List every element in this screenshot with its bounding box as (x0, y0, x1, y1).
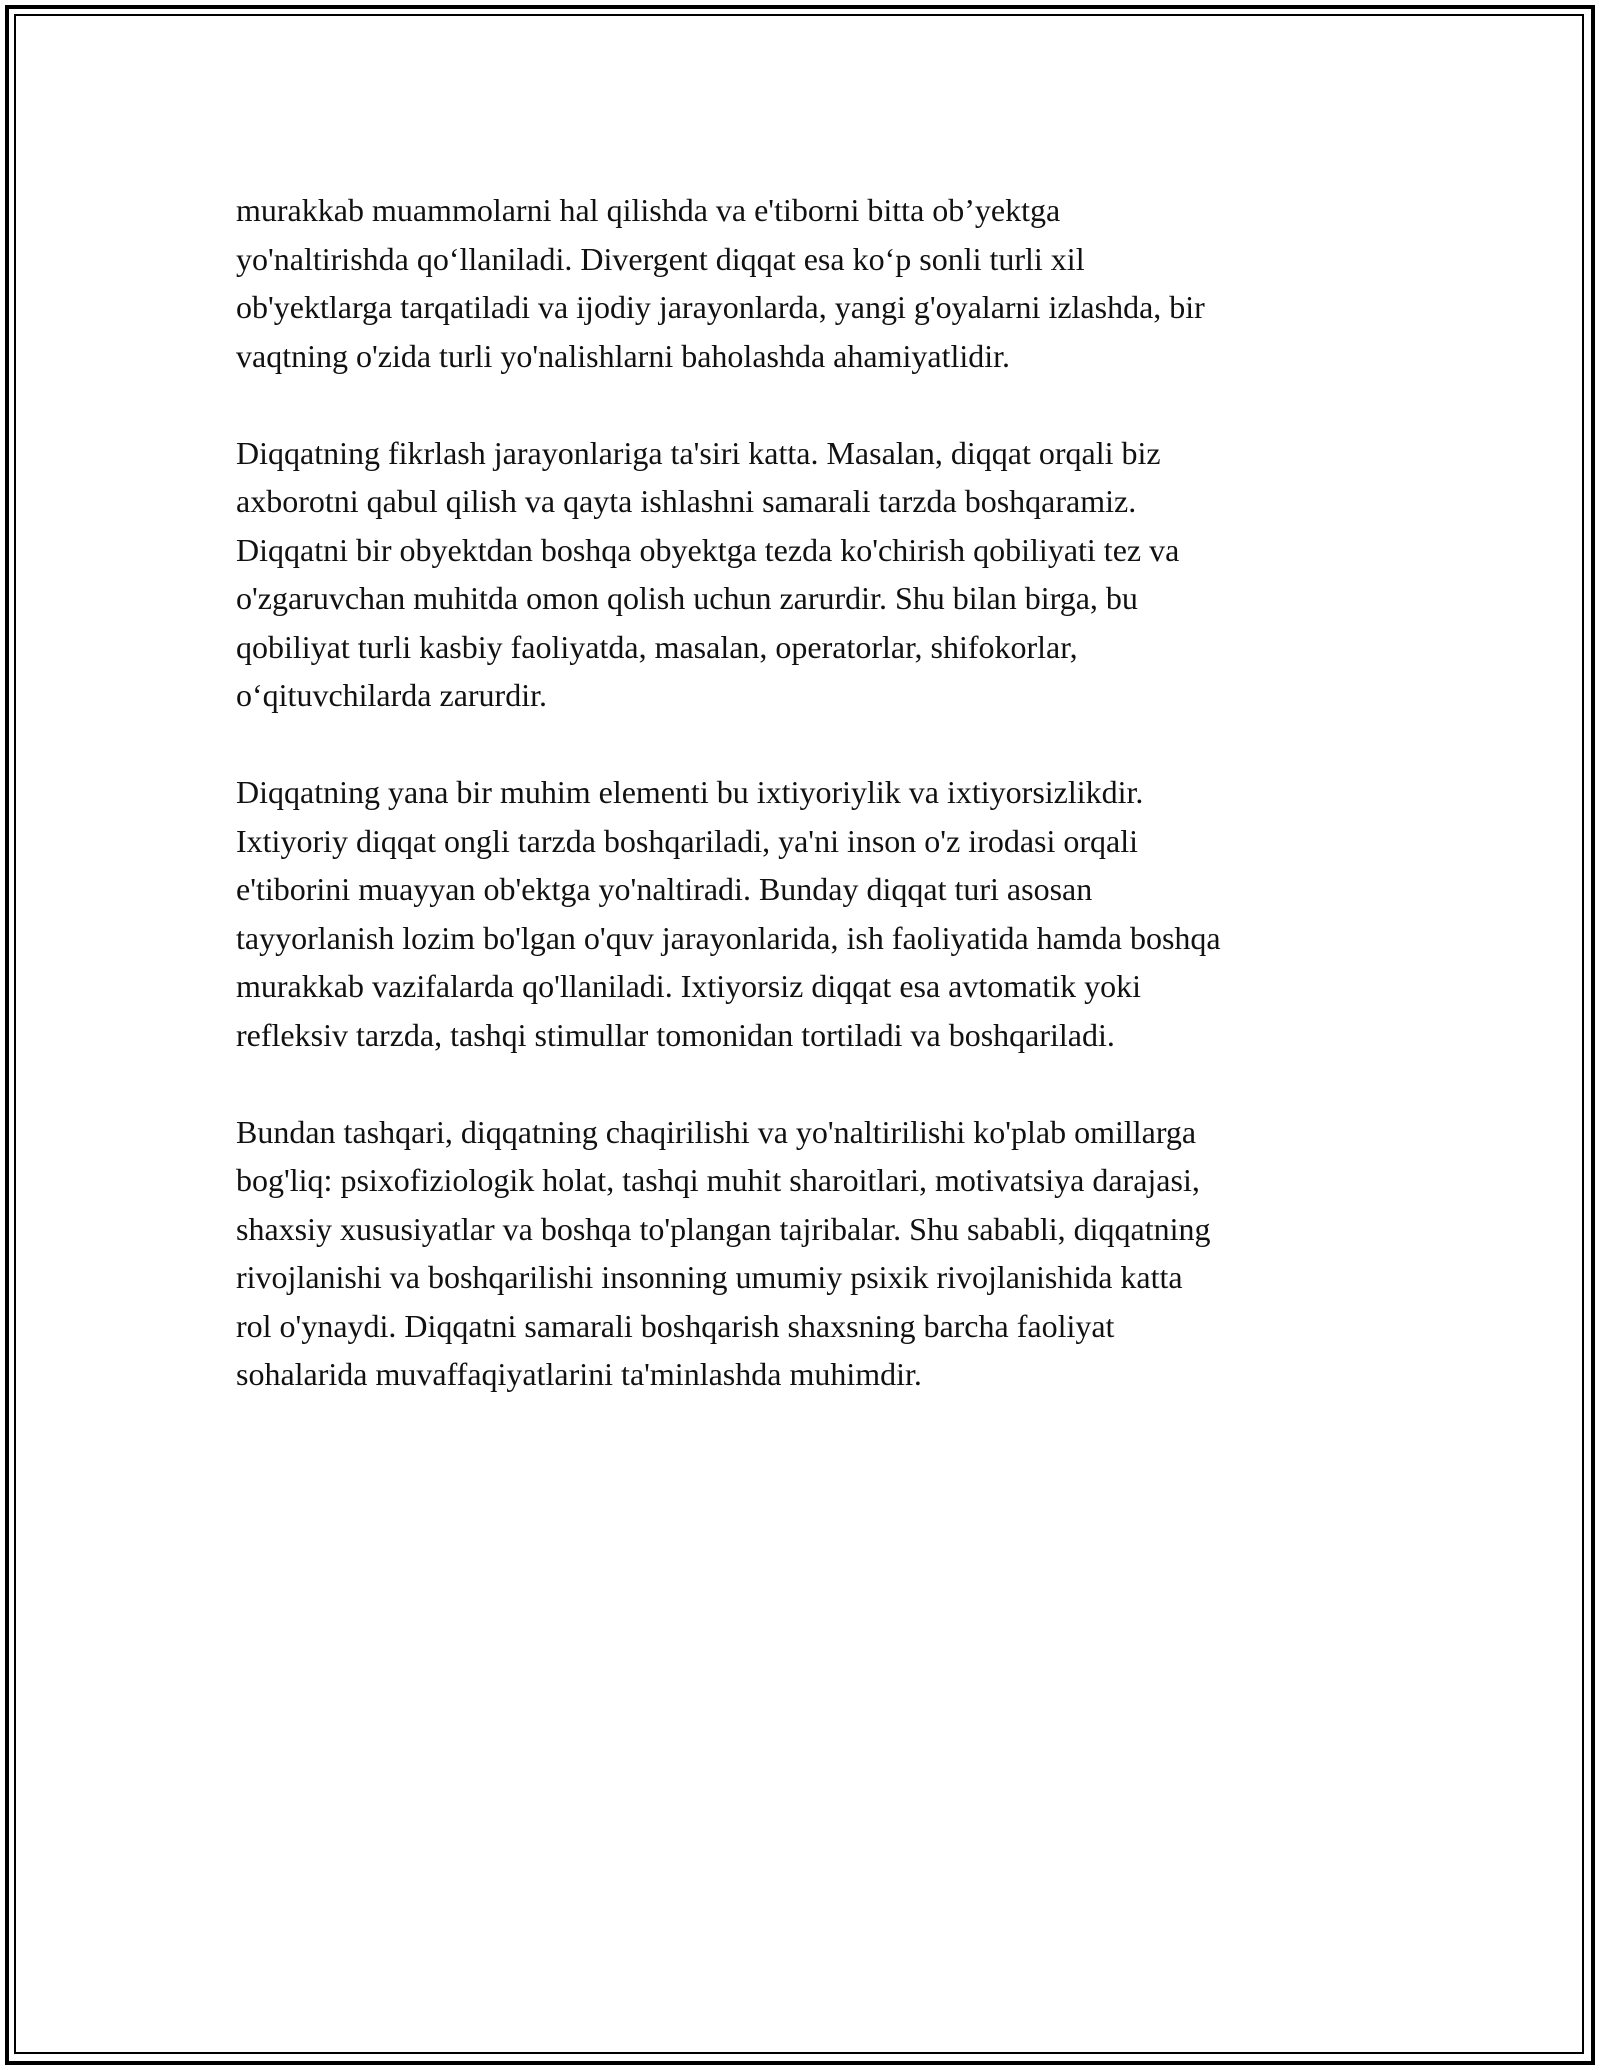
text-line: Diqqatning fikrlash jarayonlariga ta'siri katta. Masalan, diqqat orqali biz (236, 434, 1161, 471)
text-line: yo'naltirishda qo‘llaniladi. Divergent diqqat esa ko‘p sonli turli xil (236, 240, 1085, 277)
text-line: murakkab muammolarni hal qilishda va e'tiborni bitta ob’yektga (236, 192, 1061, 228)
text-line: e'tiborini muayyan ob'ektga yo'naltiradi. Bunday diqqat turi asosan (236, 871, 1093, 907)
paragraph-3 (236, 768, 1376, 1059)
text-line: ob'yektlarga tarqatiladi va ijodiy jarayonlarda, yangi g'oyalarni izlashda, bir (236, 289, 1205, 325)
text-line: tayyorlanish lozim bo'lgan o'quv jarayonlarida, ish faoliyatida hamda boshqa (236, 919, 1221, 956)
text-line: Diqqatni bir obyektdan boshqa obyektga tezda ko'chirish qobiliyati tez va (236, 531, 1180, 568)
paragraph-1 (236, 186, 1376, 380)
text-line: Ixtiyoriy diqqat ongli tarzda boshqariladi, ya'ni inson o'z irodasi orqali (236, 822, 1138, 859)
text-line: Diqqatning yana bir muhim elementi bu ixtiyoriylik va ixtiyorsizlikdir. (236, 774, 1144, 810)
text-line: murakkab vazifalarda qo'llaniladi. Ixtiyorsiz diqqat esa avtomatik yoki (236, 968, 1142, 1004)
paragraph-4 (236, 1108, 1376, 1399)
text-line: o‘qituvchilarda zarurdir. (236, 677, 547, 713)
text-line: refleksiv tarzda, tashqi stimullar tomonidan tortiladi va boshqariladi. (236, 1016, 1115, 1053)
text-line: axborotni qabul qilish va qayta ishlashni samarali tarzda boshqaramiz. (236, 483, 1137, 519)
document-body (236, 186, 1376, 1447)
text-line: vaqtning o'zida turli yo'nalishlarni baholashda ahamiyatlidir. (236, 337, 1011, 374)
text-line: shaxsiy xususiyatlar va boshqa to'plangan tajribalar. Shu sababli, diqqatning (236, 1210, 1211, 1247)
paragraph-2 (236, 429, 1376, 720)
text-line: qobiliyat turli kasbiy faoliyatda, masalan, operatorlar, shifokorlar, (236, 628, 1078, 665)
text-line: bog'liq: psixofiziologik holat, tashqi muhit sharoitlari, motivatsiya darajasi, (236, 1162, 1200, 1198)
text-line: rivojlanishi va boshqarilishi insonning umumiy psixik rivojlanishida katta (236, 1259, 1183, 1295)
text-line: Bundan tashqari, diqqatning chaqirilishi va yo'naltirilishi ko'plab omillarga (236, 1113, 1197, 1150)
text-line: sohalarida muvaffaqiyatlarini ta'minlashda muhimdir. (236, 1356, 922, 1392)
text-line: rol o'ynaydi. Diqqatni samarali boshqarish shaxsning barcha faoliyat (236, 1307, 1115, 1344)
text-line: o'zgaruvchan muhitda omon qolish uchun zarurdir. Shu bilan birga, bu (236, 580, 1138, 616)
